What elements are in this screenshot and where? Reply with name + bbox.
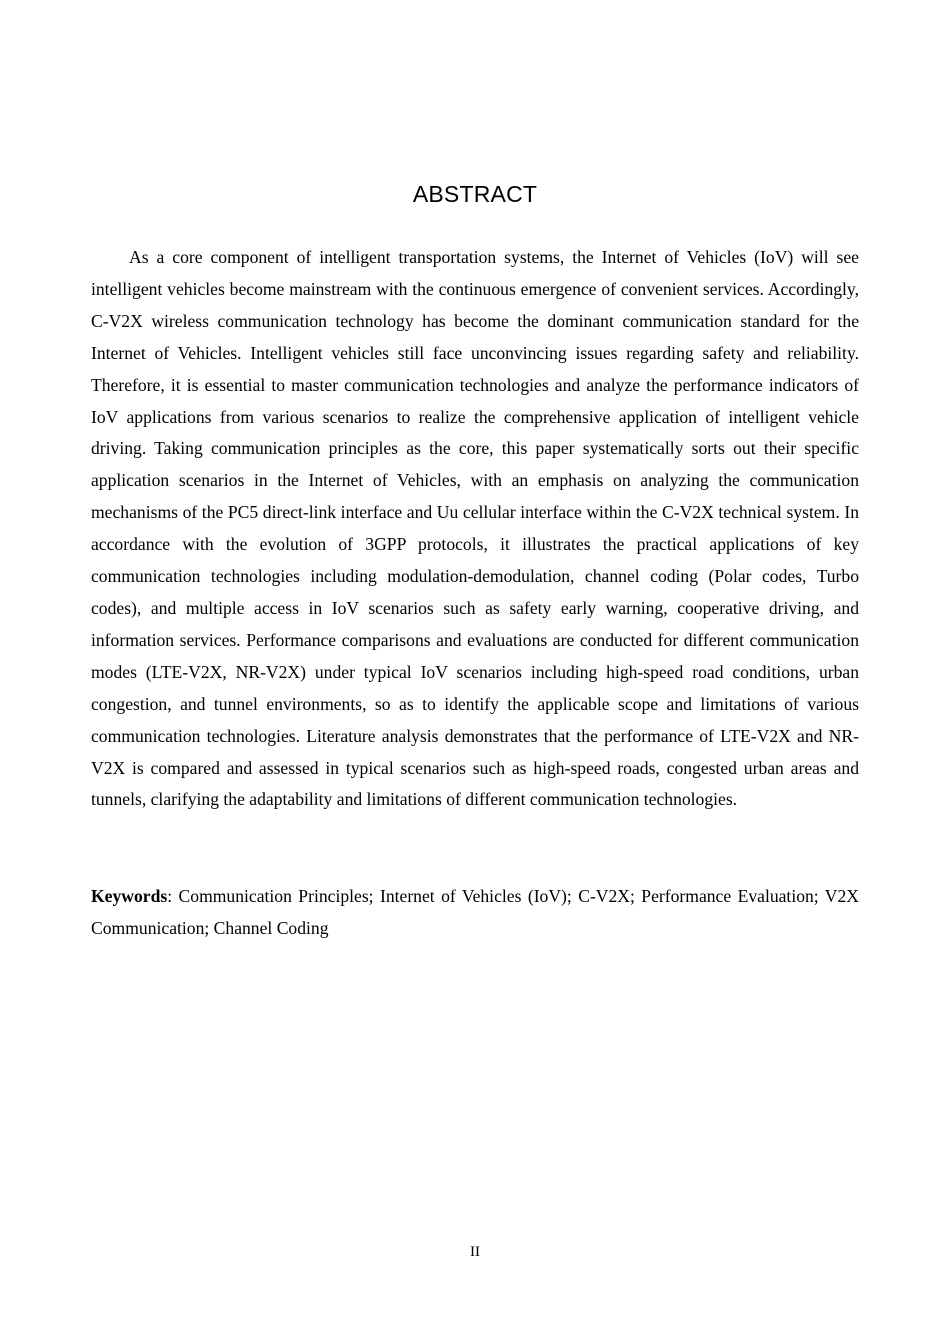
abstract-paragraph: As a core component of intelligent transportation systems, the Internet of Vehicles (IoV) will see intelligent vehicles become mainstream with the continuous emergence of convenient services. Accordingly, C-V2X wireless communication technology has become the dominant communication standard for the Internet of Vehicles. Intelligent vehicles still face unconvincing issues regarding safety and reliability. Therefore, it is essential to master communication technologies and analyze the performance indicators of IoV applications from various scenarios to realize the comprehensive application of intelligent vehicle driving. Taking communication principles as the core, this paper systematically sorts out their specific application scenarios in the Internet of Vehicles, with an emphasis on analyzing the communication mechanisms of the PC5 direct-link interface and Uu cellular interface within the C-V2X technical system. In accordance with the evolution of 3GPP protocols, it illustrates the practical applications of key communication technologies including modulation-demodulation, channel coding (Polar codes, Turbo codes), and multiple access in IoV scenarios such as safety early warning, cooperative driving, and information services. Performance comparisons and evaluations are conducted for different communication modes (LTE-V2X, NR-V2X) under typical IoV scenarios including high-speed road conditions, urban congestion, and tunnel environments, so as to identify the applicable scope and limitations of various communication technologies. Literature analysis demonstrates that the performance of LTE-V2X and NR-V2X is compared and assessed in typical scenarios such as high-speed roads, congested urban areas and tunnels, clarifying the adaptability and limitations of different communication technologies. bbox=[91, 247, 859, 810]
keywords-list: Communication Principles; Internet of Vehicles (IoV); C-V2X; Performance Evaluation; V2X Communication; Channel Coding bbox=[91, 886, 859, 938]
keywords-separator: : bbox=[167, 886, 179, 906]
page-number: II bbox=[470, 1244, 480, 1260]
abstract-title: ABSTRACT bbox=[412, 181, 538, 207]
keywords-paragraph bbox=[91, 880, 859, 944]
keywords-label: Keywords bbox=[91, 886, 168, 906]
